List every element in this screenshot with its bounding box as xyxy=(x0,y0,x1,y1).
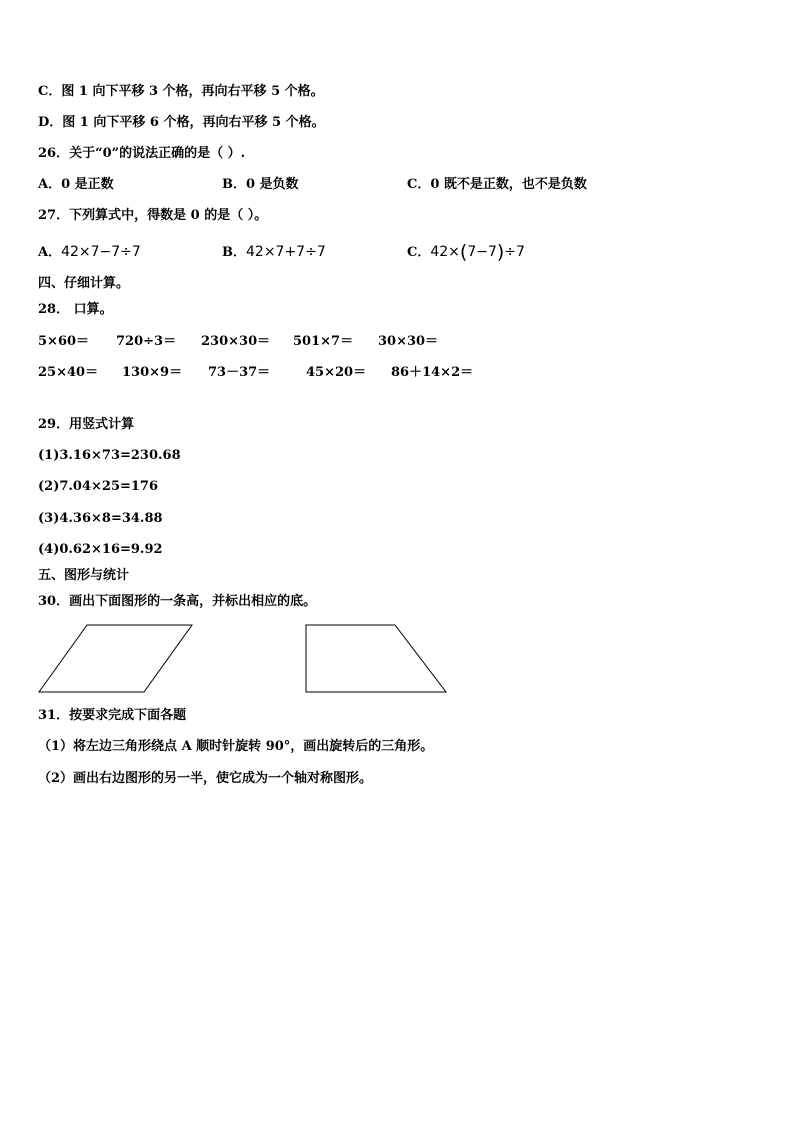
q31-stem: 31．按要求完成下面各题 xyxy=(38,708,187,723)
q28-row2-item-5: 86＋14×2＝ xyxy=(391,365,474,380)
q28-row2-item-3: 73－37＝ xyxy=(208,365,271,380)
q27-option-c-pre: 42× xyxy=(430,244,460,260)
q28-row2-item-4: 45×20＝ xyxy=(306,365,367,380)
q28-row1-item-4: 501×7＝ xyxy=(293,334,354,349)
parallelogram-figure xyxy=(30,618,200,698)
q27-option-c-rparen: ) xyxy=(496,241,505,263)
q27-option-a-expr: 42×7−7÷7 xyxy=(61,244,141,260)
q29-item-1: (1)3.16×73=230.68 xyxy=(38,448,181,463)
q29-item-4: (4)0.62×16=9.92 xyxy=(38,542,163,557)
q28-row2-item-2: 130×9＝ xyxy=(122,365,183,380)
q26-option-c: C．0 既不是正数，也不是负数 xyxy=(407,177,587,192)
parallelogram-shape xyxy=(39,625,192,692)
section4-title: 四、仔细计算。 xyxy=(38,276,130,291)
q26-option-a: A．0 是正数 xyxy=(38,177,114,192)
q28-row1-item-5: 30×30＝ xyxy=(378,334,439,349)
q31-part-2: （2）画出右边图形的另一半，使它成为一个轴对称图形。 xyxy=(38,771,373,786)
q26-stem: 26．关于“0”的说法正确的是（ ）. xyxy=(38,146,246,161)
q27-option-c xyxy=(407,241,525,263)
q27-stem: 27．下列算式中，得数是 0 的是（ ）。 xyxy=(38,208,268,223)
q28-row2-item-1: 25×40＝ xyxy=(38,365,99,380)
q27-option-b-expr: 42×7+7÷7 xyxy=(246,244,326,260)
q28-row1-item-3: 230×30＝ xyxy=(201,334,271,349)
section5-title: 五、图形与统计 xyxy=(38,568,130,583)
q28-row1-item-2: 720÷3＝ xyxy=(116,334,177,349)
q29-item-3: (3)4.36×8=34.88 xyxy=(38,511,163,526)
q25-option-c: C．图 1 向下平移 3 个格，再向右平移 5 个格。 xyxy=(38,84,324,99)
q25-option-d: D．图 1 向下平移 6 个格，再向右平移 5 个格。 xyxy=(38,115,325,130)
q27-option-b-label: B． xyxy=(222,245,246,260)
q28-stem: 28． 口算。 xyxy=(38,302,113,317)
q29-item-2: (2)7.04×25=176 xyxy=(38,479,159,494)
q27-option-c-lparen: ( xyxy=(459,241,468,263)
q30-stem: 30．画出下面图形的一条高，并标出相应的底。 xyxy=(38,594,317,609)
q26-option-b: B．0 是负数 xyxy=(222,177,299,192)
q27-option-b xyxy=(222,244,326,261)
q28-row1-item-1: 5×60＝ xyxy=(38,334,90,349)
q27-option-c-post: ÷7 xyxy=(504,244,525,260)
trapezoid-figure xyxy=(300,618,452,698)
q31-part-1: （1）将左边三角形绕点 A 顺时针旋转 90°，画出旋转后的三角形。 xyxy=(38,739,434,754)
q29-stem: 29．用竖式计算 xyxy=(38,417,135,432)
q27-option-c-label: C． xyxy=(407,245,431,260)
q27-option-a-label: A． xyxy=(38,245,62,260)
q27-option-a xyxy=(38,244,141,261)
q27-option-c-inner: 7−7 xyxy=(467,244,497,260)
trapezoid-shape xyxy=(306,625,446,692)
